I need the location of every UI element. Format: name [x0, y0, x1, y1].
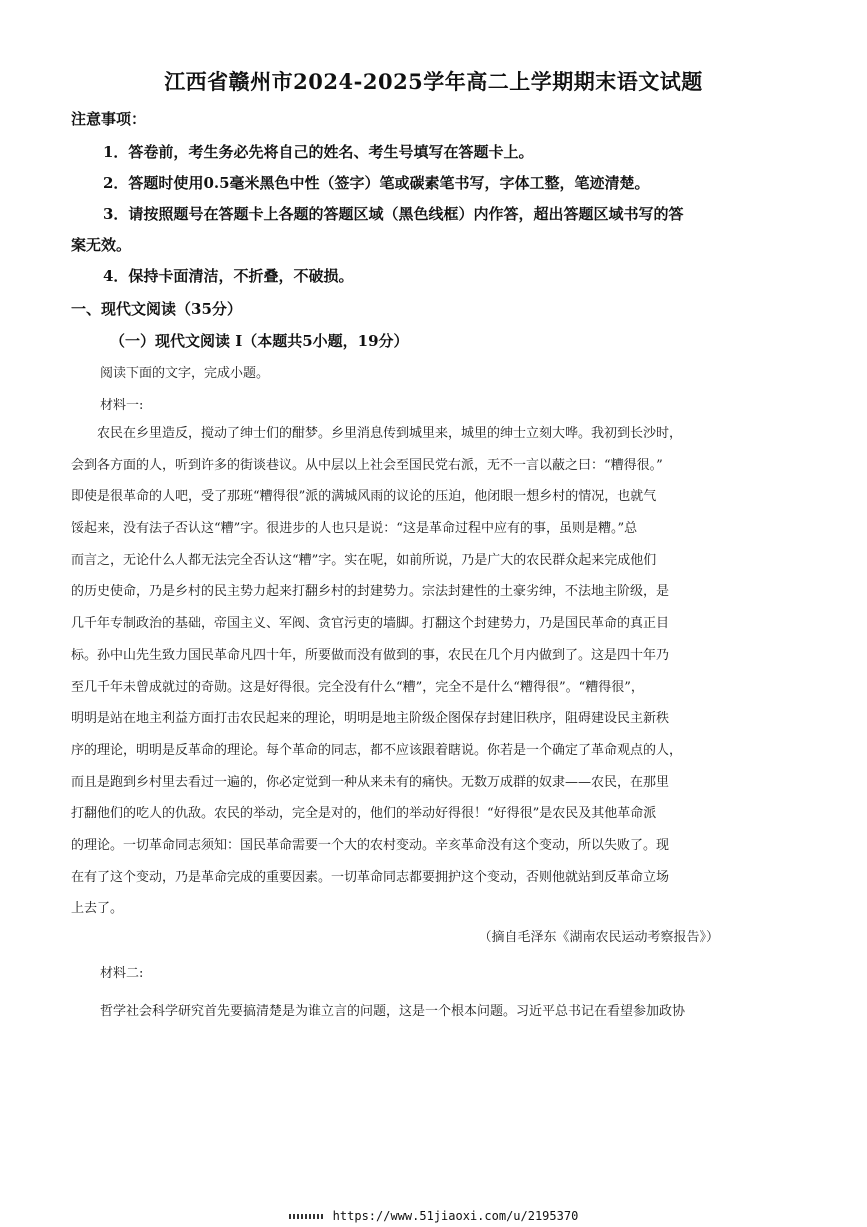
material1-line: 的理论。一切革命同志须知：国民革命需要一个大的农村变动。辛亥革命没有这个变动，所以失败了。现: [71, 837, 670, 853]
material1-source: （摘自毛泽东《湖南农民运动考察报告》）: [478, 930, 719, 945]
material1-line: 而言之，无论什么人都无法完全否认这“糟”字。实在呢，如前所说，乃是广大的农民群众起来完成他们: [71, 552, 657, 568]
notice-item-4: 4．保持卡面清洁，不折叠，不破损。: [103, 267, 354, 285]
material1-label: 材料一:: [100, 398, 144, 413]
material2-text: 哲学社会科学研究首先要搞清楚是为谁立言的问题，这是一个根本问题。习近平总书记在看望参加政协: [100, 1004, 686, 1019]
page-title: 江西省赣州市2024-2025学年高二上学期期末语文试题: [164, 69, 703, 94]
material1-line: 在有了这个变动，乃是革命完成的重要因素。一切革命同志都要拥护这个变动，否则他就站到反革命立场: [71, 869, 670, 885]
reading-instruction: 阅读下面的文字，完成小题。: [100, 366, 270, 381]
material1-line: 农民在乡里造反，搅动了绅士们的酣梦。乡里消息传到城里来，城里的绅士立刻大哗。我初到长沙时，: [97, 426, 683, 441]
notice-item-3-continuation: 案无效。: [71, 236, 132, 254]
material1-line: 明明是站在地主利益方面打击农民起来的理论，明明是地主阶级企图保存封建旧秩序，阻碍建设民主新秩: [71, 711, 670, 727]
footer-url[interactable]: https://www.51jiaoxi.com/u/2195370: [332, 1209, 579, 1223]
material1-line: 序的理论，明明是反革命的理论。每个革命的同志，都不应该跟着瞎说。你若是一个确定了革命观点的人，: [71, 742, 683, 758]
material1-text: [71, 418, 727, 925]
material1-line: 会到各方面的人，听到许多的街谈巷议。从中层以上社会至国民党右派，无不一言以蔽之曰：“糟得很。”: [71, 457, 663, 473]
material1-line: 打翻他们的吃人的仇敌。农民的举动，完全是对的，他们的举动好得很！“好得很”是农民及其他革命派: [71, 806, 657, 822]
material1-line: 而且是跑到乡村里去看过一遍的，你必定觉到一种从来未有的痛快。无数万成群的奴隶——农民，在那里: [71, 774, 670, 790]
section-heading: 一、现代文阅读（35分）: [71, 300, 242, 318]
notice-item-1: 1．答卷前，考生务必先将自己的姓名、考生号填写在答题卡上。: [103, 143, 534, 161]
footer-decoration: [289, 1214, 323, 1219]
material1-line: 标。孙中山先生致力国民革命凡四十年，所要做而没有做到的事，农民在几个月内做到了。这是四十年乃: [71, 647, 670, 663]
notice-list: [71, 137, 726, 292]
notice-item-2: 2．答题时使用0.5毫米黑色中性（签字）笔或碳素笔书写，字体工整，笔迹清楚。: [103, 174, 650, 192]
footer: [0, 1209, 867, 1223]
material1-line: 上去了。: [71, 901, 124, 917]
material1-line: 几千年专制政治的基础，帝国主义、军阀、贪官污吏的墙脚。打翻这个封建势力，乃是国民革命的真正目: [71, 616, 670, 632]
sub-section-heading: （一）现代文阅读 I（本题共5小题，19分）: [110, 332, 409, 350]
material1-line: 馁起来，没有法子否认这“糟”字。很进步的人也只是说：“这是革命过程中应有的事，虽则是糟。”总: [71, 521, 638, 537]
notice-item-3: 3．请按照题号在答题卡上各题的答题区域（黑色线框）内作答，超出答题区域书写的答: [103, 205, 684, 223]
material1-line: 即使是很革命的人吧，受了那班“糟得很”派的满城风雨的议论的压迫，他闭眼一想乡村的情况，也就气: [71, 489, 657, 505]
material2-label: 材料二:: [100, 966, 144, 981]
material1-line: 至几千年未曾成就过的奇勋。这是好得很。完全没有什么“糟”，完全不是什么“糟得很”。“糟得很”，: [71, 679, 644, 695]
notice-heading: 注意事项：: [71, 110, 147, 128]
material1-line: 的历史使命，乃是乡村的民主势力起来打翻乡村的封建势力。宗法封建性的土豪劣绅，不法地主阶级，是: [71, 584, 670, 600]
